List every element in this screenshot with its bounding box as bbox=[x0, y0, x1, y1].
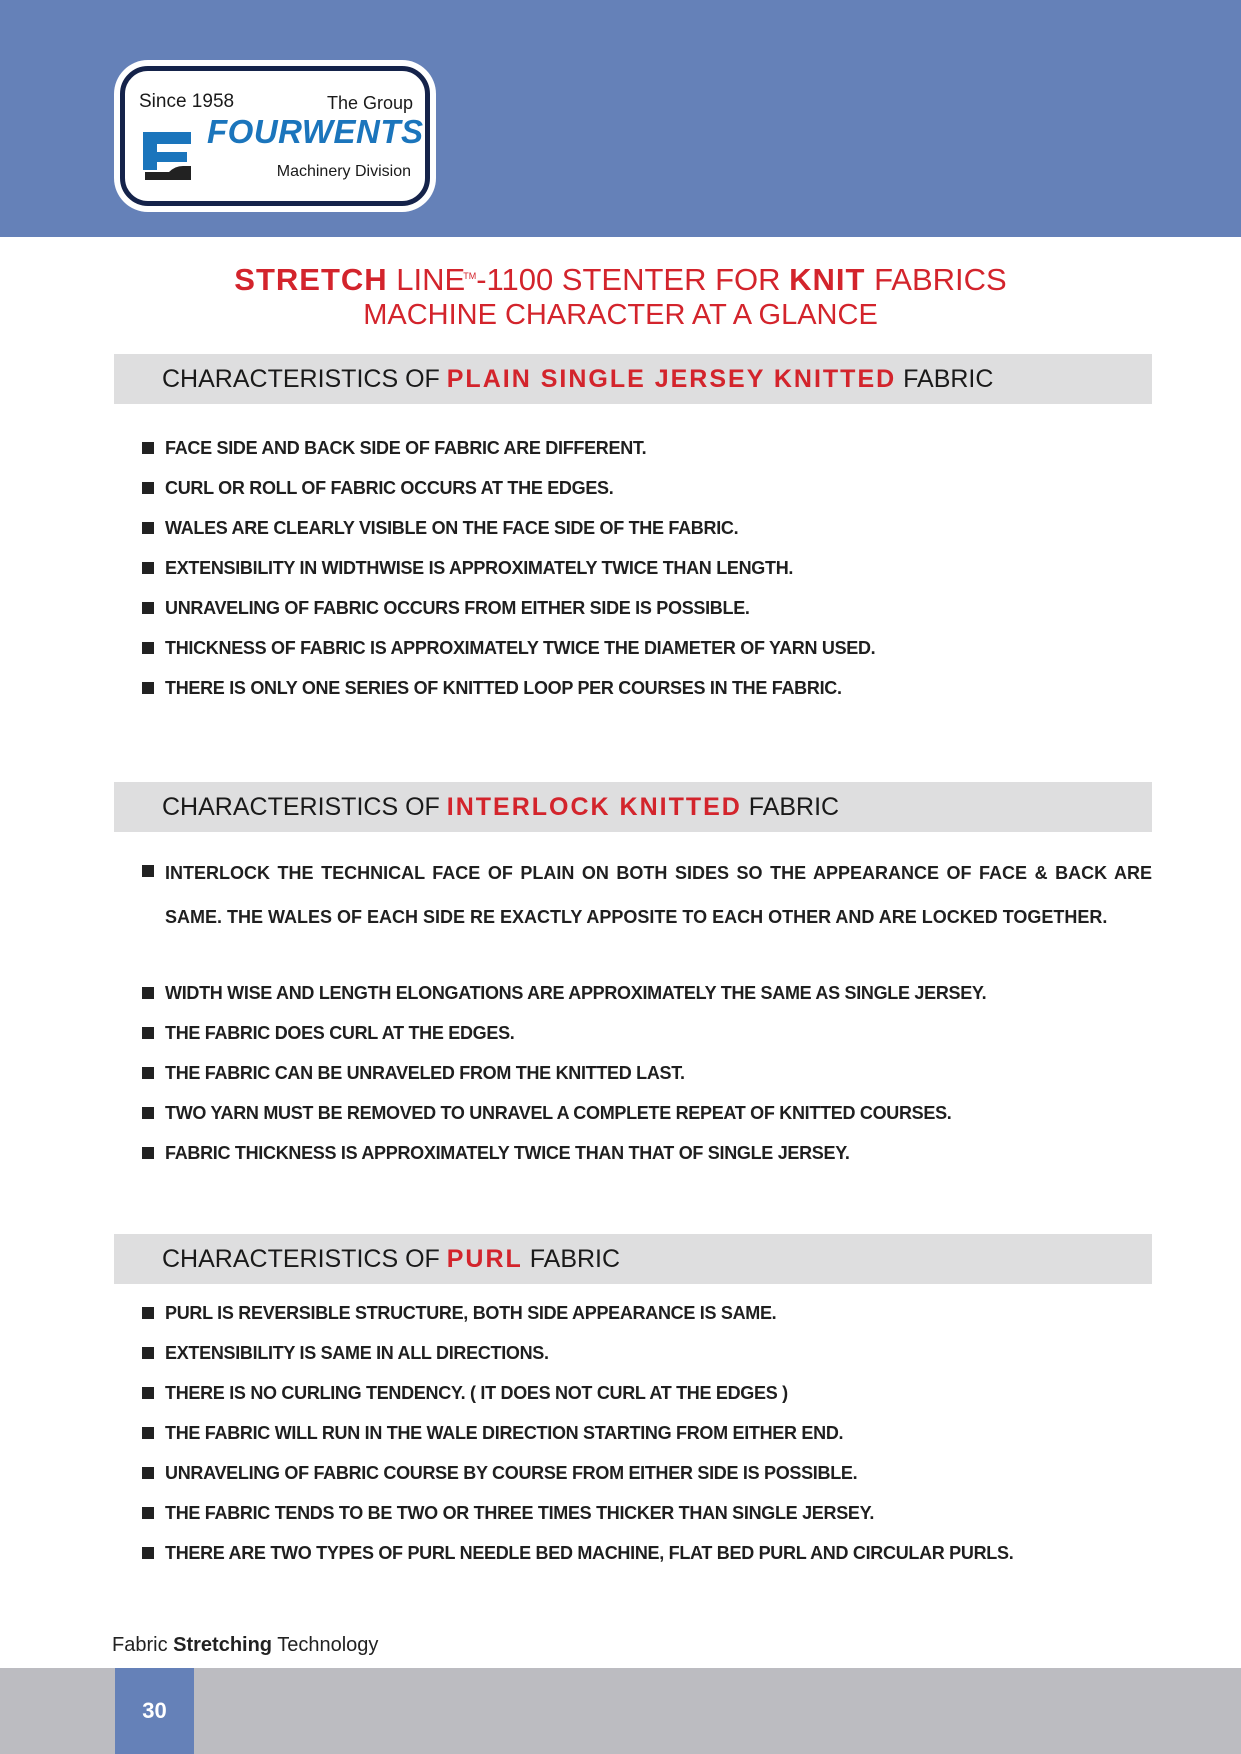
section-heading-suffix: FABRIC bbox=[522, 1245, 621, 1273]
list-item-text: UNRAVELING OF FABRIC COURSE BY COURSE FROM EITHER SIDE IS POSSIBLE. bbox=[165, 1463, 858, 1483]
page-number: 30 bbox=[115, 1668, 194, 1754]
page-title bbox=[0, 262, 1241, 332]
section-heading-purl bbox=[114, 1234, 1152, 1284]
square-bullet-icon bbox=[142, 442, 154, 454]
list-item-text: THERE ARE TWO TYPES OF PURL NEEDLE BED MACHINE, FLAT BED PURL AND CIRCULAR PURLS. bbox=[165, 1543, 1014, 1563]
title-model: -1100 STENTER FOR bbox=[476, 262, 790, 297]
square-bullet-icon bbox=[142, 1067, 154, 1079]
list-item bbox=[142, 1380, 1152, 1420]
square-bullet-icon bbox=[142, 482, 154, 494]
section-heading-highlight: INTERLOCK KNITTED bbox=[446, 793, 742, 821]
square-bullet-icon bbox=[142, 1387, 154, 1399]
list-item bbox=[142, 1340, 1152, 1380]
list-item bbox=[142, 980, 1152, 1020]
square-bullet-icon bbox=[142, 865, 154, 877]
list-item bbox=[142, 515, 1152, 555]
list-item bbox=[142, 1460, 1152, 1500]
title-knit: KNIT bbox=[789, 262, 866, 297]
title-stretch: STRETCH bbox=[234, 262, 388, 297]
company-logo bbox=[114, 60, 436, 212]
list-item bbox=[142, 1420, 1152, 1460]
trademark-symbol: TM bbox=[463, 271, 477, 281]
square-bullet-icon bbox=[142, 522, 154, 534]
square-bullet-icon bbox=[142, 642, 154, 654]
list-item bbox=[142, 595, 1152, 635]
list-item bbox=[142, 635, 1152, 675]
square-bullet-icon bbox=[142, 1147, 154, 1159]
list-item-text: THERE IS NO CURLING TENDENCY. ( IT DOES NOT CURL AT THE EDGES ) bbox=[165, 1383, 788, 1403]
footer-caption-part1: Fabric bbox=[112, 1634, 174, 1656]
logo-border bbox=[120, 66, 430, 206]
list-item-text: THICKNESS OF FABRIC IS APPROXIMATELY TWICE THE DIAMETER OF YARN USED. bbox=[165, 638, 876, 658]
list-item bbox=[142, 1060, 1152, 1100]
logo-division-text: Machinery Division bbox=[276, 163, 411, 180]
square-bullet-icon bbox=[142, 1547, 154, 1559]
list-item-text: PURL IS REVERSIBLE STRUCTURE, BOTH SIDE APPEARANCE IS SAME. bbox=[165, 1303, 777, 1323]
list-item-text: WALES ARE CLEARLY VISIBLE ON THE FACE SIDE OF THE FABRIC. bbox=[165, 518, 739, 538]
list-item-text: WIDTH WISE AND LENGTH ELONGATIONS ARE APPROXIMATELY THE SAME AS SINGLE JERSEY. bbox=[165, 983, 987, 1003]
footer-caption-bold: Stretching bbox=[173, 1634, 273, 1656]
section-heading-plain-single-jersey bbox=[114, 354, 1152, 404]
list-item bbox=[142, 1300, 1152, 1340]
list-item-text: THERE IS ONLY ONE SERIES OF KNITTED LOOP PER COURSES IN THE FABRIC. bbox=[165, 678, 842, 698]
section-heading-prefix: CHARACTERISTICS OF bbox=[162, 1245, 447, 1273]
list-item-text: THE FABRIC CAN BE UNRAVELED FROM THE KNITTED LAST. bbox=[165, 1063, 685, 1083]
square-bullet-icon bbox=[142, 562, 154, 574]
section-heading-prefix: CHARACTERISTICS OF bbox=[162, 365, 447, 393]
list-item bbox=[142, 851, 1152, 980]
logo-group-text: The Group bbox=[326, 93, 413, 113]
list-item bbox=[142, 1500, 1152, 1540]
square-bullet-icon bbox=[142, 1307, 154, 1319]
list-item-text: EXTENSIBILITY IN WIDTHWISE IS APPROXIMATELY TWICE THAN LENGTH. bbox=[165, 558, 794, 578]
title-line-1 bbox=[0, 262, 1241, 298]
title-line-2: MACHINE CHARACTER AT A GLANCE bbox=[363, 299, 878, 331]
square-bullet-icon bbox=[142, 1107, 154, 1119]
fourwents-mark-icon bbox=[139, 126, 195, 182]
list-item-text: FABRIC THICKNESS IS APPROXIMATELY TWICE THAN THAT OF SINGLE JERSEY. bbox=[165, 1143, 850, 1163]
list-item-text: THE FABRIC DOES CURL AT THE EDGES. bbox=[165, 1023, 515, 1043]
list-item bbox=[142, 1140, 1152, 1180]
list-item-text: INTERLOCK THE TECHNICAL FACE OF PLAIN ON BOTH SIDES SO THE APPEARANCE OF FACE & BACK ARE SAME. THE WALES OF EACH SIDE RE EXACTLY APPOSITE TO EACH OTHER AND ARE LOCKED TOGETHER. bbox=[165, 863, 1152, 927]
square-bullet-icon bbox=[142, 1427, 154, 1439]
list-item bbox=[142, 675, 1152, 715]
list-item bbox=[142, 475, 1152, 515]
list-item bbox=[142, 555, 1152, 595]
section-heading-highlight: PURL bbox=[446, 1245, 523, 1273]
list-item-text: CURL OR ROLL OF FABRIC OCCURS AT THE EDGES. bbox=[165, 478, 614, 498]
interlock-list bbox=[142, 851, 1152, 1180]
section-heading-prefix: CHARACTERISTICS OF bbox=[162, 793, 447, 821]
section-heading-highlight: PLAIN SINGLE JERSEY KNITTED bbox=[446, 365, 897, 393]
list-item bbox=[142, 1100, 1152, 1140]
plain-single-jersey-list bbox=[142, 435, 1152, 715]
section-heading-suffix: FABRIC bbox=[896, 365, 994, 393]
section-heading-suffix: FABRIC bbox=[741, 793, 840, 821]
square-bullet-icon bbox=[142, 1347, 154, 1359]
list-item-text: THE FABRIC TENDS TO BE TWO OR THREE TIMES THICKER THAN SINGLE JERSEY. bbox=[165, 1503, 875, 1523]
logo-since-text: Since 1958 bbox=[139, 91, 235, 112]
square-bullet-icon bbox=[142, 1467, 154, 1479]
square-bullet-icon bbox=[142, 602, 154, 614]
square-bullet-icon bbox=[142, 682, 154, 694]
list-item bbox=[142, 1540, 1152, 1580]
logo-brand-text: FOURWENTS bbox=[207, 113, 424, 150]
purl-list bbox=[142, 1300, 1152, 1580]
square-bullet-icon bbox=[142, 987, 154, 999]
footer-caption-part3: Technology bbox=[272, 1634, 379, 1656]
square-bullet-icon bbox=[142, 1027, 154, 1039]
list-item-text: EXTENSIBILITY IS SAME IN ALL DIRECTIONS. bbox=[165, 1343, 549, 1363]
title-line: LINE bbox=[396, 262, 466, 297]
list-item-text: TWO YARN MUST BE REMOVED TO UNRAVEL A COMPLETE REPEAT OF KNITTED COURSES. bbox=[165, 1103, 952, 1123]
list-item-text: THE FABRIC WILL RUN IN THE WALE DIRECTION STARTING FROM EITHER END. bbox=[165, 1423, 844, 1443]
square-bullet-icon bbox=[142, 1507, 154, 1519]
section-heading-interlock bbox=[114, 782, 1152, 832]
footer-caption bbox=[112, 1634, 378, 1657]
list-item-text: UNRAVELING OF FABRIC OCCURS FROM EITHER SIDE IS POSSIBLE. bbox=[165, 598, 750, 618]
list-item bbox=[142, 1020, 1152, 1060]
title-fabrics: FABRICS bbox=[865, 262, 1007, 297]
list-item-text: FACE SIDE AND BACK SIDE OF FABRIC ARE DIFFERENT. bbox=[165, 438, 647, 458]
list-item bbox=[142, 435, 1152, 475]
